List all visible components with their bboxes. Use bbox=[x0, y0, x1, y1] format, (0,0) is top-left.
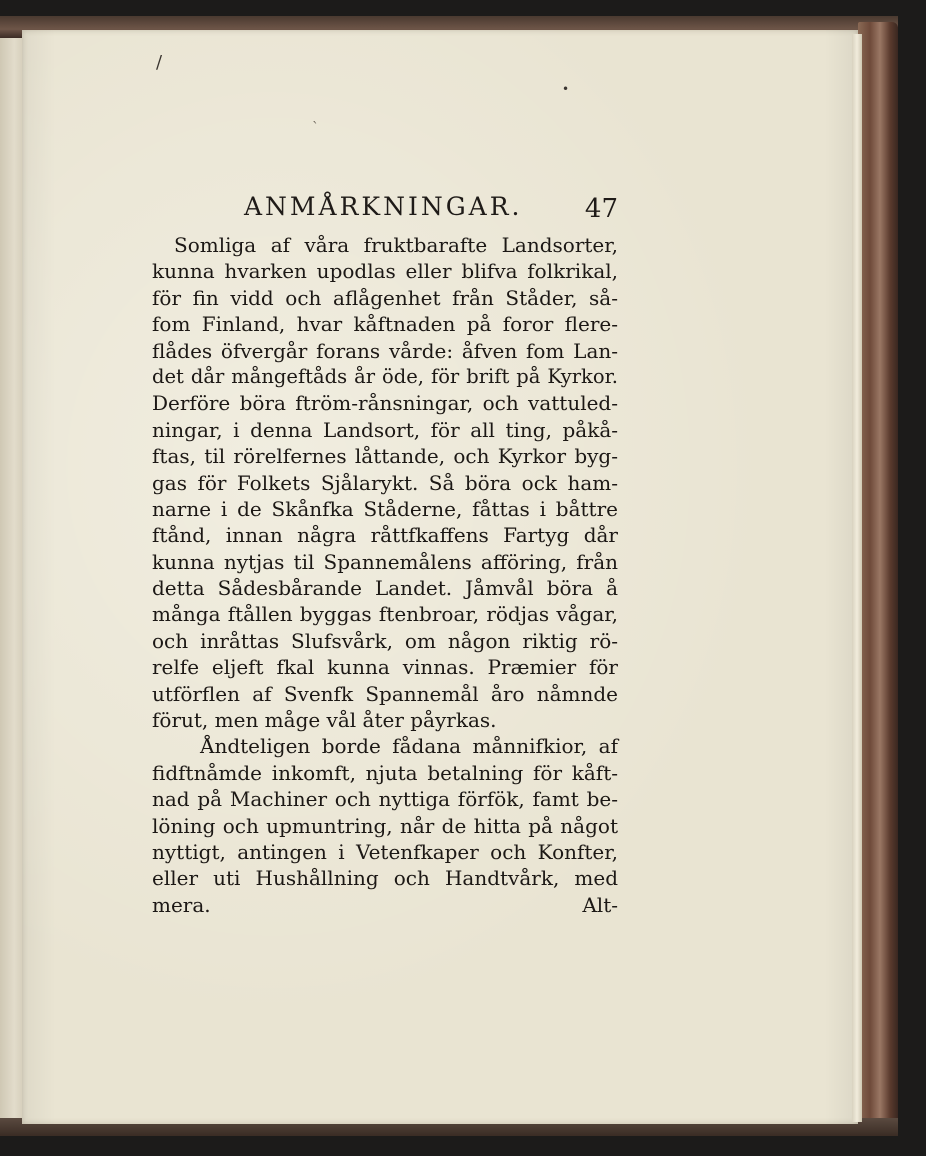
text-line: Åndteligen borde fådana månnifkior, af bbox=[200, 734, 618, 759]
final-line bbox=[152, 892, 618, 918]
text-line: många ftållen byggas ftenbroar, rödjas vågar, bbox=[152, 602, 618, 627]
text-line: kunna nytjas til Spannemålens afföring, från bbox=[152, 549, 618, 574]
text-line: gas för Folkets Sjålarykt. Så böra ock ham- bbox=[152, 470, 618, 495]
text-line: kunna hvarken upodlas eller blifva folkrikal, bbox=[152, 259, 618, 284]
book-binding-spine bbox=[858, 22, 898, 1130]
text-line: fom Finland, hvar kåftnaden på foror flere- bbox=[152, 312, 618, 337]
page-stack-edge bbox=[852, 34, 862, 1122]
page-number: 47 bbox=[584, 194, 618, 224]
book-left-page-edge bbox=[0, 24, 24, 1128]
page-header bbox=[152, 190, 618, 226]
running-head: ANMÅRKNINGAR. bbox=[244, 192, 523, 221]
margin-dot-mark: • bbox=[562, 82, 570, 96]
margin-slash-mark: / bbox=[156, 52, 163, 73]
text-line: narne i de Skånfka Ståderne, fåttas i båttre bbox=[152, 496, 618, 521]
catchword: Alt- bbox=[582, 892, 618, 917]
text-line: ftas, til rörelfernes låttande, och Kyrkor byg- bbox=[152, 444, 618, 469]
text-line: löning och upmuntring, når de hitta på något bbox=[152, 813, 618, 838]
text-line: fidftnåmde inkomft, njuta betalning för kåft- bbox=[152, 760, 618, 785]
text-line: förut, men måge vål åter påyrkas. bbox=[152, 708, 497, 733]
text-line: Somliga af våra fruktbarafte Landsorter, bbox=[174, 233, 618, 257]
text-line: utförflen af Svenfk Spannemål åro nåmnde bbox=[152, 681, 618, 706]
text-line: det dår mångeftåds år öde, för brift på Kyrkor. bbox=[152, 364, 618, 388]
text-line: relfe eljeft fkal kunna vinnas. Præmier för bbox=[152, 655, 618, 680]
text-line: ftånd, innan några råttfkaffens Fartyg dår bbox=[152, 523, 618, 548]
text-line: nyttigt, antingen i Vetenfkaper och Konfter, bbox=[152, 839, 618, 864]
text-line: nad på Machiner och nyttiga förfök, famt be- bbox=[152, 787, 618, 812]
final-line-text: mera. bbox=[152, 892, 211, 917]
text-line: för fin vidd och aflågenhet från Ståder, så- bbox=[152, 285, 618, 310]
text-line: eller uti Hushållning och Handtvårk, med bbox=[152, 866, 618, 891]
body-text bbox=[152, 232, 618, 918]
text-line: flådes öfvergår forans vårde: åfven fom Lan- bbox=[152, 338, 618, 363]
text-line: Derföre böra ftröm-rånsningar, och vattuled- bbox=[152, 391, 618, 416]
text-line: detta Sådesbårande Landet. Jåmvål böra å bbox=[152, 576, 618, 601]
margin-tick-mark: ` bbox=[312, 120, 319, 136]
text-line: ningar, i denna Landsort, för all ting, påkå- bbox=[152, 417, 618, 442]
text-line: och inråttas Slufsvårk, om någon riktig rö- bbox=[152, 628, 618, 653]
